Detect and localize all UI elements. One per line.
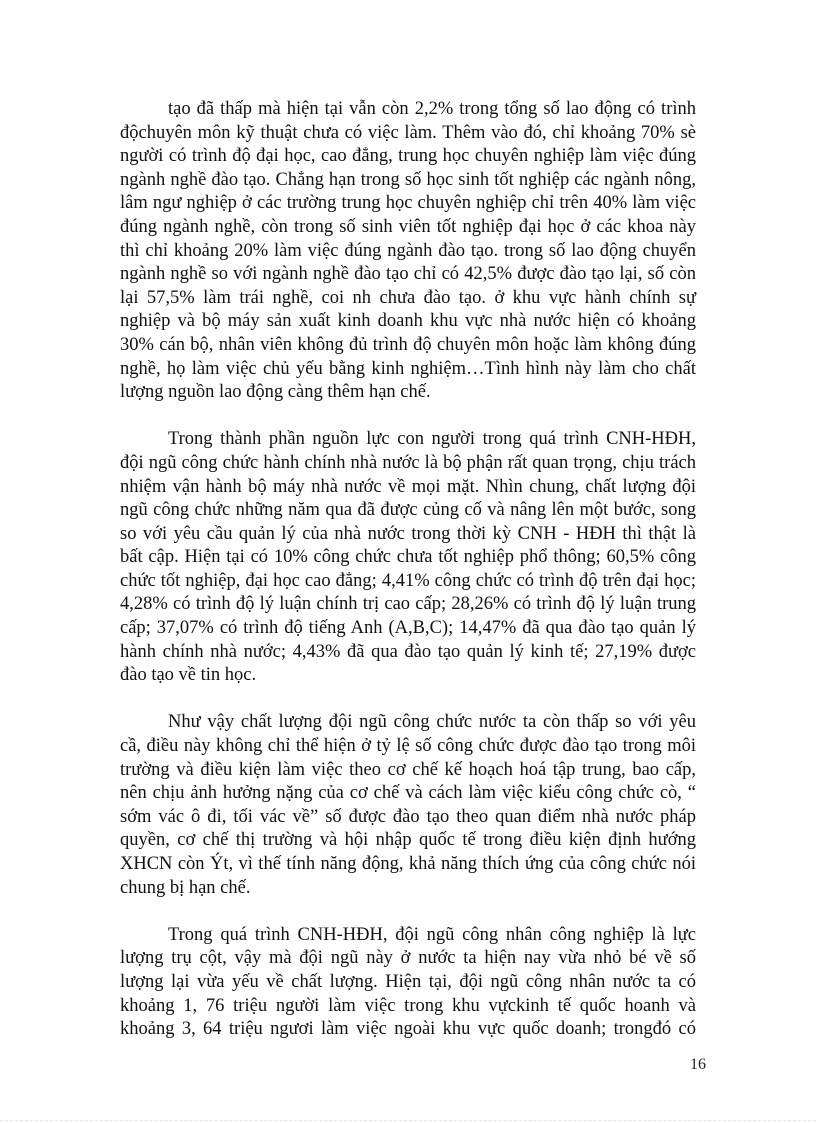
text-line: thì chỉ khoảng 20% làm việc đúng ngành đào tạo. trong số lao động chuyển <box>120 240 696 261</box>
text-line: lượng lại vừa yếu về chất lượng. Hiện tại, đội ngũ công nhân nước ta có <box>120 971 696 992</box>
text-line: bất cập. Hiện tại có 10% công chức chưa tốt nghiệp phổ thông; 60,5% công <box>120 547 696 568</box>
text-line: hành chính nhà nước; 4,43% đã qua đào tạo quản lý kinh tế; 27,19% được <box>120 641 696 662</box>
text-line: đúng ngành nghề, còn trong số sinh viên tốt nghiệp đại học ở các khoa này <box>120 216 696 237</box>
paragraph-4 <box>120 924 696 1042</box>
text-line: sớm vác ô đi, tối vác về” số được đào tạo theo quan điểm nhà nước pháp <box>120 806 696 827</box>
text-line: cầ, điều này không chỉ thể hiện ở tỷ lệ số công chức được đào tạo trong môi <box>120 736 696 757</box>
paragraph-1 <box>120 98 696 405</box>
text-line: trường và điều kiện làm việc theo cơ chế kế hoạch hoá tập trung, bao cấp, <box>120 759 696 780</box>
text-line: 4,28% có trình độ lý luận chính trị cao cấp; 28,26% có trình độ lý luận trung <box>120 594 696 615</box>
text-line: quyền, cơ chế thị trường và hội nhập quốc tế trong điều kiện định hướng <box>120 830 696 851</box>
text-line: Trong quá trình CNH-HĐH, đội ngũ công nhân công nghiệp là lực <box>168 924 696 945</box>
text-line: chung bị hạn chế. <box>120 877 251 898</box>
document-body <box>120 98 696 1042</box>
text-line: nhiệm vận hành bộ máy nhà nước về mọi mặt. Nhìn chung, chất lượng đội <box>120 476 696 497</box>
text-line: tạo đã thấp mà hiện tại vẫn còn 2,2% trong tổng số lao động có trình <box>168 99 696 119</box>
paragraph-gap <box>120 405 696 429</box>
text-line: so với yêu cầu quản lý của nhà nước trong thời kỳ CNH - HĐH thì thật là <box>120 523 696 544</box>
text-line: ngành nghề so với ngành nghề đào tạo chỉ có 42,5% được đào tạo lại, số còn <box>120 264 696 285</box>
text-line: nghiệp và bộ máy sản xuất kinh doanh khu vực nhà nước hiện có khoảng <box>120 311 696 332</box>
page-number: 16 <box>690 1056 706 1073</box>
paragraph-3 <box>120 711 696 900</box>
text-line: chức tốt nghiệp, đại học cao đẳng; 4,41% công chức có trình độ trên đại học; <box>120 570 696 591</box>
text-line: khoảng 3, 64 triệu ngươi làm việc ngoài khu vực quốc doanh; trongđó có <box>120 1019 696 1040</box>
text-line: cấp; 37,07% có trình độ tiếng Anh (A,B,C); 14,47% đã qua đào tạo quản lý <box>120 618 696 639</box>
text-line: lượng nguồn lao động càng thêm hạn chế. <box>120 382 431 403</box>
paragraph-2 <box>120 428 696 688</box>
paragraph-gap <box>120 900 696 924</box>
page-bottom-divider <box>0 1120 816 1121</box>
text-line: khoảng 1, 76 triệu người làm việc trong khu vựckinh tế quốc hoanh và <box>120 995 696 1016</box>
paragraph-gap <box>120 688 696 712</box>
text-line: độchuyên môn kỹ thuật chưa có việc làm. Thêm vào đó, chỉ khoảng 70% sè <box>120 122 696 143</box>
text-line: người có trình độ đại học, cao đẳng, trung học chuyên nghiệp làm việc đúng <box>120 146 696 167</box>
text-line: Trong thành phần nguồn lực con người trong quá trình CNH-HĐH, <box>168 429 696 450</box>
text-line: ngành nghề đào tạo. Chẳng hạn trong số học sinh tốt nghiệp các ngành nông, <box>120 169 696 190</box>
text-line: 30% cán bộ, nhân viên không đủ trình độ chuyên môn hoặc làm không đúng <box>120 334 696 355</box>
text-line: XHCN còn Ýt, vì thế tính năng động, khả năng thích ứng của công chức nói <box>120 854 696 874</box>
text-line: lại 57,5% làm trái nghề, coi nh chưa đào tạo. ở khu vực hành chính sự <box>120 287 696 308</box>
text-line: ngũ công chức những năm qua đã được củng cố và nâng lên một bước, song <box>120 500 696 521</box>
text-line: Như vậy chất lượng đội ngũ công chức nước ta còn thấp so với yêu <box>168 712 696 733</box>
text-line: nghề, họ làm việc chủ yếu bằng kinh nghiệm…Tình hình này làm cho chất <box>120 358 696 379</box>
text-line: nên chịu ảnh hưởng nặng của cơ chế và cách làm việc kiểu công chức cò, “ <box>120 783 696 804</box>
text-line: lượng trụ cột, vậy mà đội ngũ này ở nước ta hiện nay vừa nhỏ bé về số <box>120 948 696 969</box>
text-line: lâm ngư nghiệp ở các trường trung học chuyên nghiệp chỉ trên 40% làm việc <box>120 193 696 214</box>
text-line: đội ngũ công chức hành chính nhà nước là bộ phận rất quan trọng, chịu trách <box>120 452 696 473</box>
text-line: đào tạo về tin học. <box>120 665 257 686</box>
